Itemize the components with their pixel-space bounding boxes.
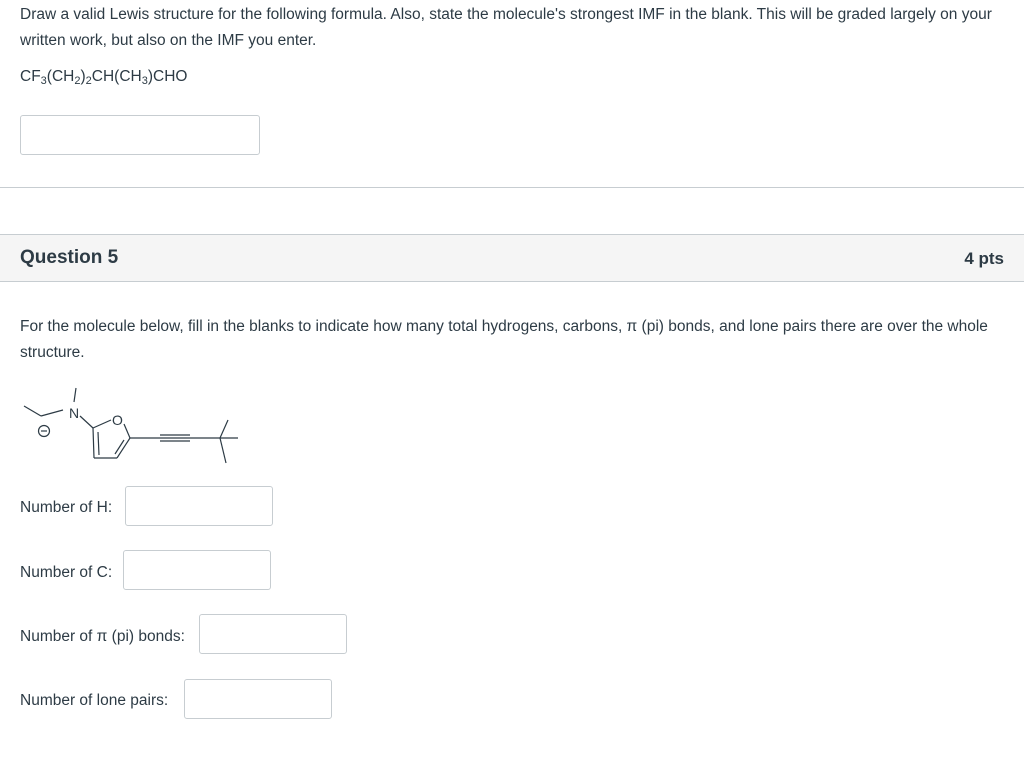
bond-ring-5 — [93, 428, 94, 458]
question-title: Question 5 — [20, 247, 119, 268]
field-label-hydrogens: Number of H: — [20, 499, 113, 516]
bond-ring-3-double — [115, 440, 124, 454]
bond-ring-1 — [93, 420, 111, 428]
question-5-prompt: For the molecule below, fill in the blanks to indicate how many total hydrogens, carbons, π (pi) bonds, and lone pairs there are over the whole structure. — [20, 318, 988, 361]
field-label-carbons: Number of C: — [20, 564, 113, 581]
bond-ring-5-double — [98, 432, 99, 455]
question-points: 4 pts — [964, 249, 1004, 268]
oxygen-label: O — [112, 412, 123, 428]
nitrogen-label: N — [69, 405, 80, 421]
bond-ring-2 — [124, 424, 130, 438]
molecule-structure-image — [20, 380, 250, 470]
tbutyl-arm-down — [220, 438, 226, 463]
lone-pairs-input[interactable] — [184, 679, 332, 719]
hydrogens-input[interactable] — [125, 486, 273, 526]
question-4-prompt: Draw a valid Lewis structure for the following formula. Also, state the molecule's strongest IMF in the blank. This will be graded largely on your written work, but also on the IMF you enter. — [20, 6, 992, 49]
pi-bonds-input[interactable] — [199, 614, 347, 654]
field-label-pi-bonds: Number of π (pi) bonds: — [20, 628, 185, 645]
bond-methyl — [24, 406, 41, 416]
question-5-header — [0, 234, 1024, 282]
bond-c-n — [41, 410, 63, 416]
question-divider — [0, 187, 1024, 188]
imf-answer-input[interactable] — [20, 115, 260, 155]
bond-n-ring — [80, 416, 93, 428]
bond-n-methyl — [74, 388, 76, 402]
tbutyl-arm-up — [220, 420, 228, 438]
chemical-formula: $CF_3(CH_2)_2CH(CH_3)CHO$ — [20, 68, 188, 87]
carbons-input[interactable] — [123, 550, 271, 590]
field-label-lone-pairs: Number of lone pairs: — [20, 692, 169, 709]
